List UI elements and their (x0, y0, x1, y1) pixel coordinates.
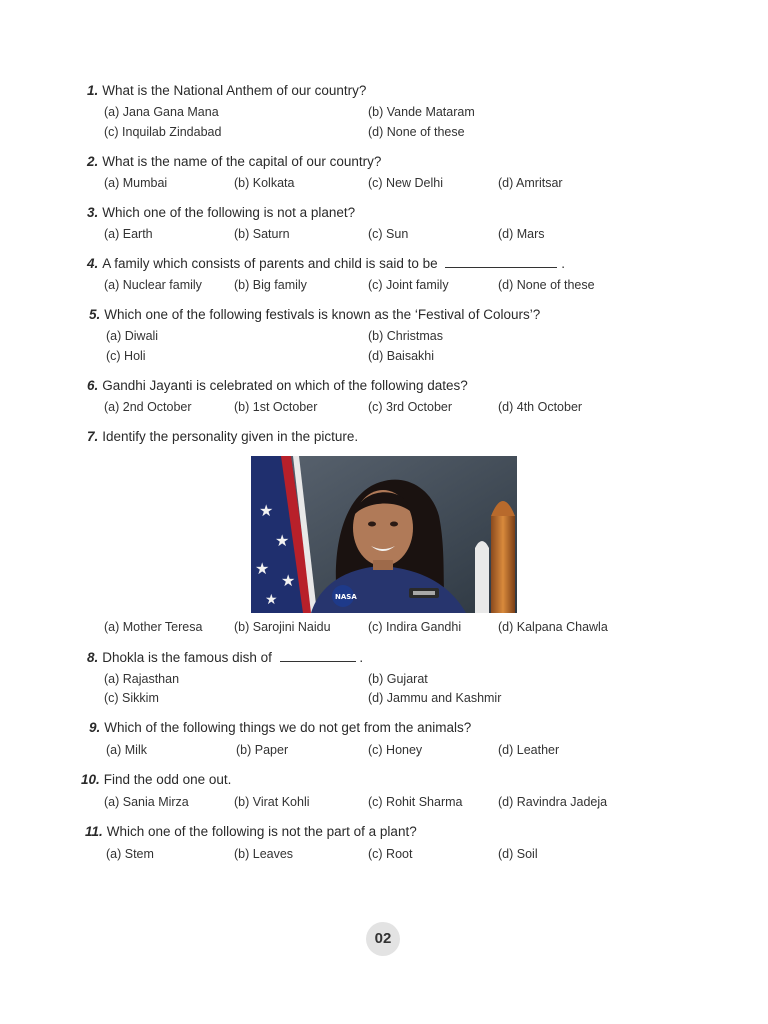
option-d: (d) Jammu and Kashmir (368, 691, 502, 705)
option-b: (b) Saturn (234, 227, 290, 241)
question-number: 8. (87, 650, 99, 665)
option-c: (c) Sun (368, 227, 409, 241)
option-b: (b) 1st October (234, 400, 318, 414)
option-a: (a) Rajasthan (104, 672, 180, 686)
question-number: 9. (89, 720, 101, 735)
question-number: 7. (87, 429, 99, 444)
question-text: Which one of the following is not the part of a plant? (106, 824, 417, 839)
question-text: What is the National Anthem of our country? (102, 83, 367, 98)
option-a: (a) 2nd October (104, 400, 192, 414)
option-b: (b) Christmas (368, 329, 444, 343)
page-number: 02 (366, 922, 400, 956)
option-d: (d) None of these (368, 125, 465, 139)
question-text: Which one of the following is not a planet? (102, 205, 356, 220)
personality-photo (251, 456, 517, 613)
option-d: (d) 4th October (498, 400, 583, 414)
question-suffix: . (561, 256, 565, 271)
astronaut-portrait-image (251, 456, 517, 613)
option-b: (b) Gujarat (368, 672, 428, 686)
svg-text:★: ★ (259, 501, 274, 520)
question-number: 2. (87, 154, 99, 169)
answer-blank (445, 257, 557, 268)
svg-text:★: ★ (255, 559, 270, 578)
option-d: (d) Soil (498, 847, 538, 861)
option-c: (c) Sikkim (104, 691, 159, 705)
option-a: (a) Diwali (106, 329, 159, 343)
option-b: (b) Kolkata (234, 176, 295, 190)
question-number: 3. (87, 205, 99, 220)
option-b: (b) Leaves (234, 847, 294, 861)
option-d: (d) Kalpana Chawla (498, 620, 608, 634)
option-c: (c) Inquilab Zindabad (104, 125, 222, 139)
option-a: (a) Mother Teresa (104, 620, 203, 634)
option-d: (d) Mars (498, 227, 545, 241)
option-b: (b) Paper (236, 743, 289, 757)
option-c: (c) Indira Gandhi (368, 620, 462, 634)
option-b: (b) Sarojini Naidu (234, 620, 331, 634)
question-text: What is the name of the capital of our country? (102, 154, 382, 169)
question-number: 10. (81, 772, 100, 787)
option-c: (c) Joint family (368, 278, 449, 292)
option-a: (a) Jana Gana Mana (104, 105, 219, 119)
svg-text:★: ★ (265, 592, 278, 608)
option-a: (a) Stem (106, 847, 154, 861)
option-a: (a) Nuclear family (104, 278, 202, 292)
nasa-badge-text: NASA (335, 593, 357, 601)
question-text: A family which consists of parents and child is said to be (102, 256, 438, 271)
question-text: Find the odd one out. (103, 772, 232, 787)
option-b: (b) Big family (234, 278, 307, 292)
question-number: 5. (89, 307, 101, 322)
question-text: Identify the personality given in the picture. (102, 429, 359, 444)
option-a: (a) Milk (106, 743, 147, 757)
option-d: (d) Leather (498, 743, 560, 757)
option-c: (c) Root (368, 847, 413, 861)
question-number: 1. (87, 83, 99, 98)
answer-blank (280, 651, 356, 662)
question-number: 6. (87, 378, 99, 393)
svg-text:★: ★ (275, 531, 290, 550)
option-d: (d) Ravindra Jadeja (498, 795, 608, 809)
option-d: (d) Amritsar (498, 176, 563, 190)
option-a: (a) Mumbai (104, 176, 168, 190)
option-d: (d) Baisakhi (368, 349, 434, 363)
option-d: (d) None of these (498, 278, 595, 292)
question-number: 11. (85, 824, 103, 839)
option-c: (c) Rohit Sharma (368, 795, 463, 809)
option-c: (c) Holi (106, 349, 146, 363)
question-text: Dhokla is the famous dish of (102, 650, 272, 665)
option-c: (c) 3rd October (368, 400, 453, 414)
option-c: (c) New Delhi (368, 176, 444, 190)
question-text: Gandhi Jayanti is celebrated on which of the following dates? (102, 378, 468, 393)
option-b: (b) Virat Kohli (234, 795, 310, 809)
question-number: 4. (87, 256, 99, 271)
option-b: (b) Vande Mataram (368, 105, 475, 119)
option-a: (a) Sania Mirza (104, 795, 189, 809)
option-a: (a) Earth (104, 227, 153, 241)
svg-text:★: ★ (281, 571, 296, 590)
question-text: Which of the following things we do not get from the animals? (104, 720, 472, 735)
option-c: (c) Honey (368, 743, 423, 757)
question-text: Which one of the following festivals is known as the ‘Festival of Colours’? (104, 307, 541, 322)
question-suffix: . (359, 650, 364, 665)
